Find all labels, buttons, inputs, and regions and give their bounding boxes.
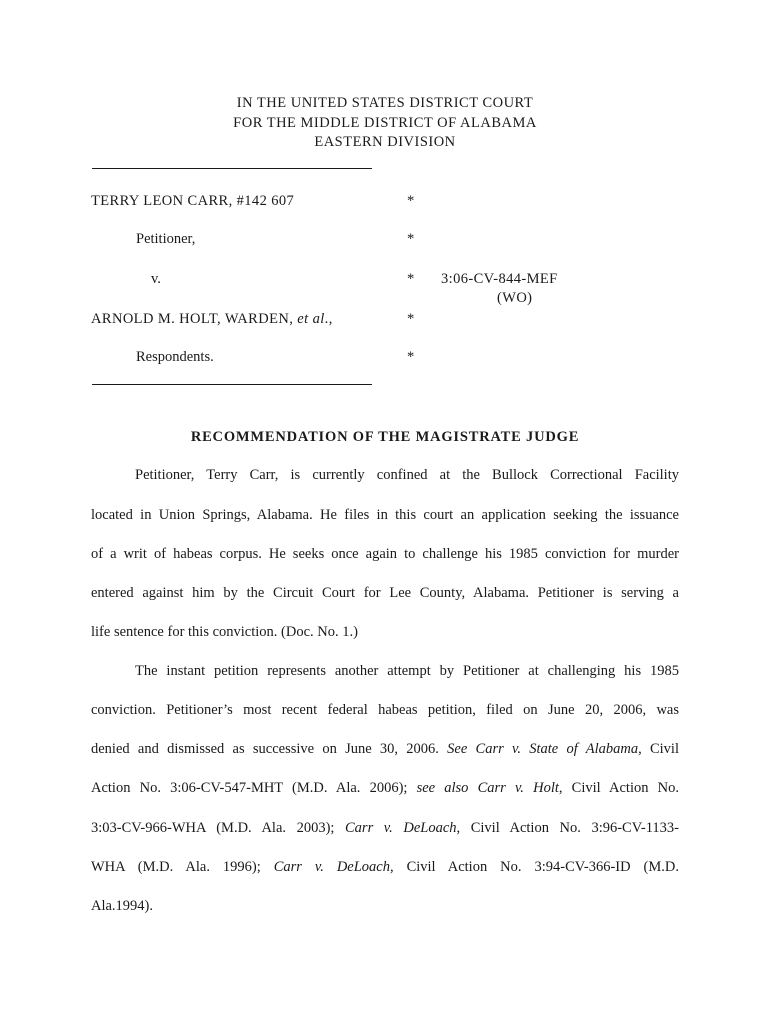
case-number: 3:06-CV-844-MEF <box>441 271 558 287</box>
caption-star: * <box>407 193 415 209</box>
case-suffix: (WO) <box>497 290 533 306</box>
caption-star: * <box>407 311 415 327</box>
body-line: located in Union Springs, Alabama. He files in this court an application seeking the issuance <box>91 507 679 523</box>
versus: v. <box>151 271 161 287</box>
body-line: life sentence for this conviction. (Doc. No. 1.) <box>91 624 358 640</box>
court-name: IN THE UNITED STATES DISTRICT COURT <box>236 95 534 111</box>
respondent-role: Respondents. <box>136 349 214 365</box>
body-line: WHA (M.D. Ala. 1996); Carr v. DeLoach, Civil Action No. 3:94-CV-366-ID (M.D. <box>91 859 679 875</box>
court-division: EASTERN DIVISION <box>314 134 456 150</box>
body-line: denied and dismissed as successive on June 30, 2006. See Carr v. State of Alabama, Civil <box>91 741 679 757</box>
petitioner-role: Petitioner, <box>136 231 196 247</box>
body-line: Ala.1994). <box>91 898 154 914</box>
respondent-name: ARNOLD M. HOLT, WARDEN, et al., <box>91 311 333 327</box>
caption-top-rule <box>92 168 372 169</box>
body-line: 3:03-CV-966-WHA (M.D. Ala. 2003); Carr v. DeLoach, Civil Action No. 3:96-CV-1133- <box>91 820 679 836</box>
body-line: Action No. 3:06-CV-547-MHT (M.D. Ala. 2006); see also Carr v. Holt, Civil Action No. <box>91 780 679 796</box>
caption-star: * <box>407 231 415 247</box>
caption-star: * <box>407 349 415 365</box>
caption-bottom-rule <box>92 384 372 385</box>
court-district: FOR THE MIDDLE DISTRICT OF ALABAMA <box>233 115 537 131</box>
body-line: conviction. Petitioner’s most recent federal habeas petition, filed on June 20, 2006, was <box>91 702 679 718</box>
petitioner-name: TERRY LEON CARR, #142 607 <box>91 193 295 209</box>
caption-star: * <box>407 271 415 287</box>
body-line: Petitioner, Terry Carr, is currently confined at the Bullock Correctional Facility <box>135 467 679 483</box>
document-title: RECOMMENDATION OF THE MAGISTRATE JUDGE <box>190 429 580 445</box>
body-line: entered against him by the Circuit Court for Lee County, Alabama. Petitioner is serving a <box>91 585 679 601</box>
body-line: The instant petition represents another attempt by Petitioner at challenging his 1985 <box>135 663 679 679</box>
body-line: of a writ of habeas corpus. He seeks once again to challenge his 1985 conviction for murder <box>91 546 679 562</box>
